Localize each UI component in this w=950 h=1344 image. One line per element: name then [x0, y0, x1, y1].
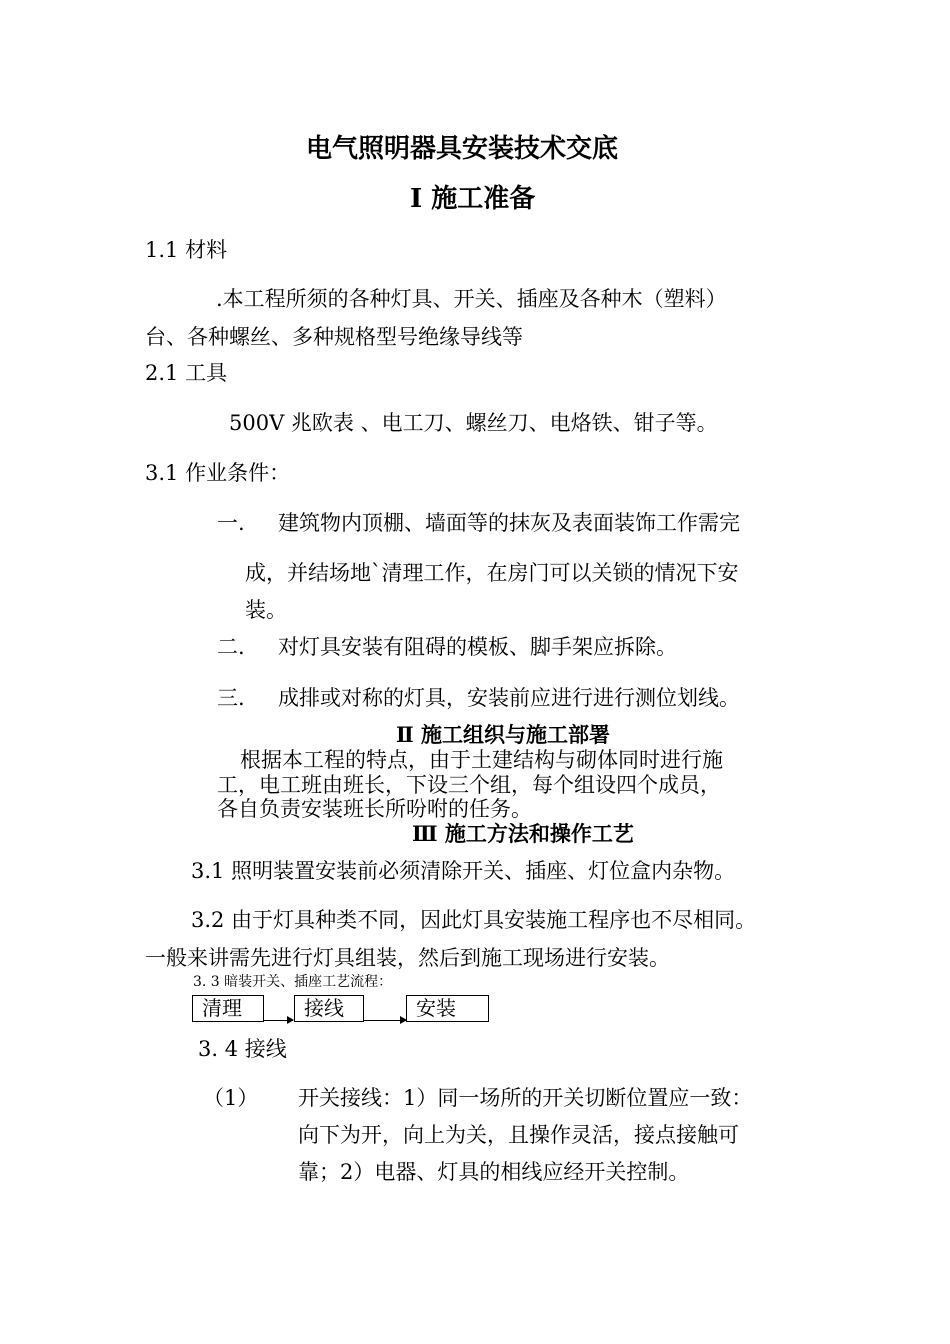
condition-1-line-2: 成，并结场地`清理工作，在房门可以关锁的情况下安: [245, 561, 739, 585]
flow-step-wiring: 接线: [294, 995, 364, 1022]
materials-text-line-2: 台、各种螺丝、多种规格型号绝缘导线等: [145, 325, 523, 349]
paragraph-3-3-label: 3. 3 暗装开关、插座工艺流程：: [193, 974, 393, 990]
flow-arrow-2: [364, 1020, 406, 1021]
paragraph-3-1: 3.1 照明装置安装前必须清除开关、插座、灯位盒内杂物。: [191, 859, 736, 883]
section-2-line-1: 根据本工程的特点，由于土建结构与砌体同时进行施: [240, 748, 723, 772]
condition-3-line-1: 成排或对称的灯具，安装前应进行进行测位划线。: [278, 686, 740, 710]
materials-label: 1.1 材料: [145, 238, 228, 262]
condition-1-line-1: 建筑物内顶棚、墙面等的抹灰及表面装饰工作需完: [278, 511, 740, 535]
conditions-label: 3.1 作业条件：: [145, 461, 291, 485]
paragraph-3-2-line-1: 3.2 由于灯具种类不同，因此灯具安装施工程序也不尽相同。: [191, 908, 757, 932]
flow-arrow-1: [264, 1020, 293, 1021]
section-2-line-2: 工，电工班由班长，下设三个组，每个组设四个成员，: [217, 773, 721, 797]
flow-step-install: 安装: [406, 995, 489, 1022]
flow-step-clean: 清理: [192, 995, 264, 1022]
condition-1-number: 一.: [217, 511, 245, 535]
tools-text: 500V 兆欧表 、电工刀、螺丝刀、电烙铁、钳子等。: [229, 411, 718, 435]
item-1-number: （1）: [203, 1086, 259, 1110]
item-1-line-3: 靠；2）电器、灯具的相线应经开关控制。: [298, 1160, 690, 1184]
paragraph-3-2-line-2: 一般来讲需先进行灯具组装，然后到施工现场进行安装。: [145, 946, 670, 970]
document-title: 电气照明器具安装技术交底: [306, 134, 619, 164]
item-1-line-2: 向下为开，向上为关，且操作灵活，接点接触可: [298, 1123, 739, 1147]
condition-2-number: 二.: [217, 635, 245, 659]
condition-3-number: 三.: [217, 686, 245, 710]
paragraph-3-4-label: 3. 4 接线: [198, 1037, 287, 1061]
section-1-heading: Ⅰ 施工准备: [410, 184, 536, 214]
section-2-heading: Ⅱ 施工组织与施工部署: [396, 722, 611, 747]
section-3-heading: Ⅲ 施工方法和操作工艺: [412, 821, 634, 846]
materials-text-line-1: .本工程所须的各种灯具、开关、插座及各种木（塑料）: [216, 287, 727, 311]
condition-2-line-1: 对灯具安装有阻碍的模板、脚手架应拆除。: [278, 635, 677, 659]
item-1-line-1: 开关接线：1）同一场所的开关切断位置应一致：: [298, 1086, 753, 1110]
tools-label: 2.1 工具: [145, 361, 228, 385]
section-2-line-3: 各自负责安装班长所吩咐的任务。: [217, 797, 532, 821]
condition-1-line-3: 装。: [245, 598, 287, 622]
